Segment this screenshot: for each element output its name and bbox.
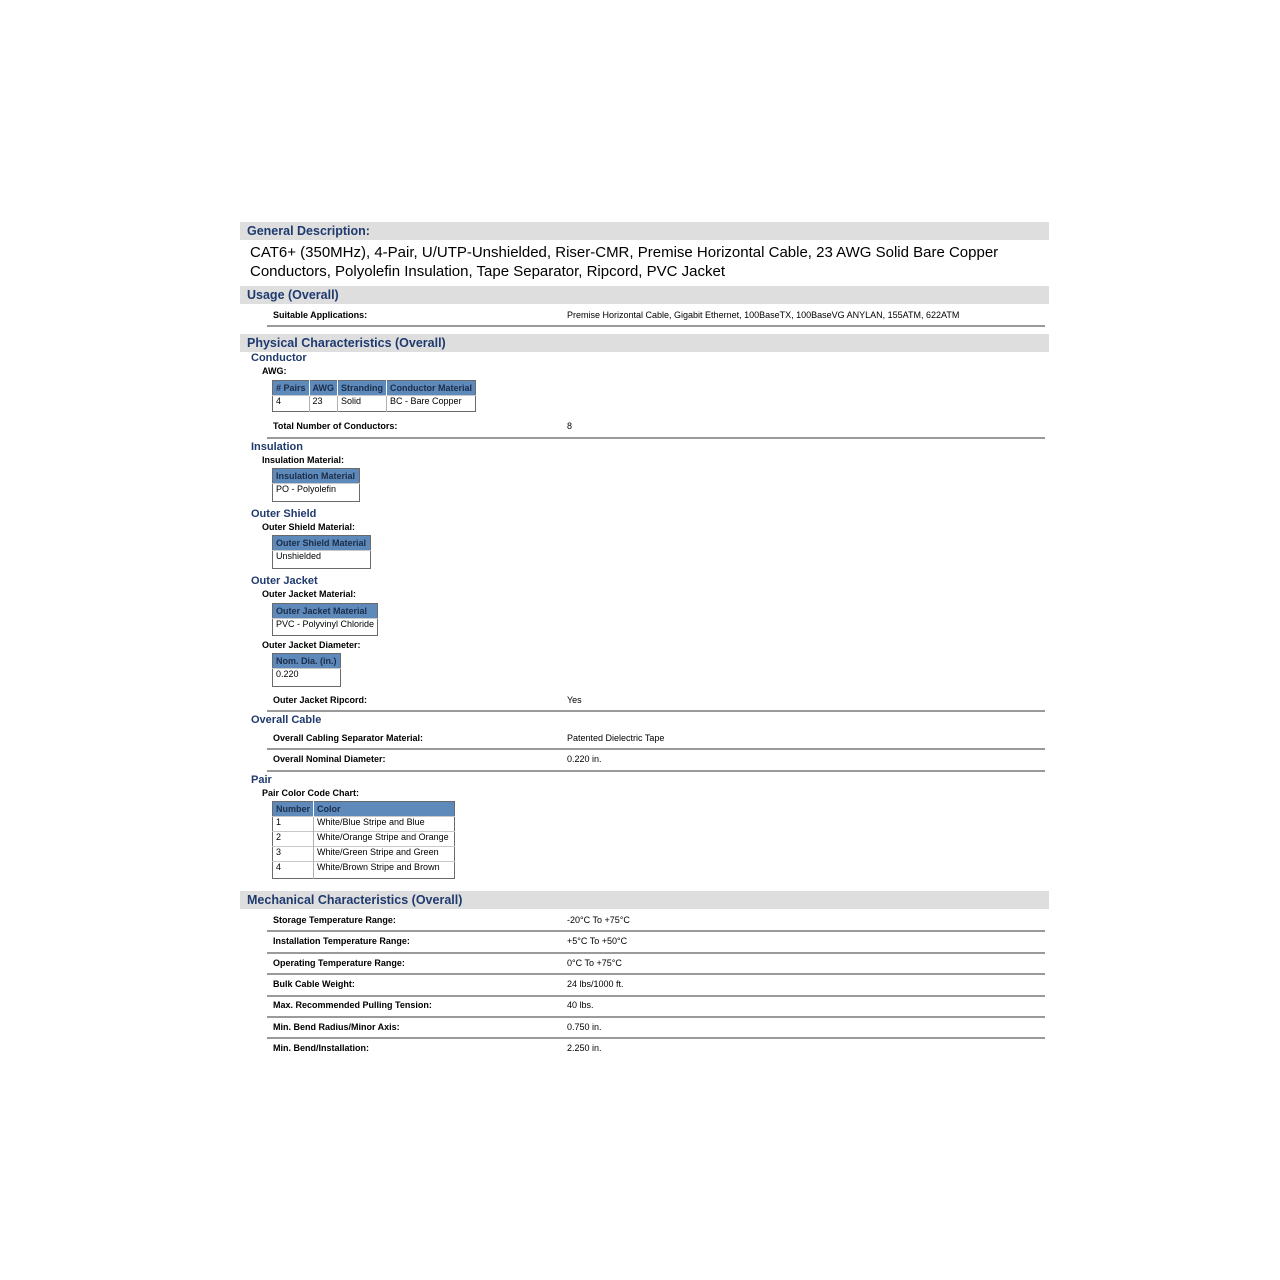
bulk-weight-value: 24 lbs/1000 ft.	[567, 979, 624, 989]
table-row	[273, 396, 476, 412]
overall-cable-title: Overall Cable	[251, 714, 322, 726]
conductor-table-header-pairs: # Pairs	[273, 381, 310, 396]
conductor-material-cell: BC - Bare Copper	[387, 396, 476, 412]
row-separator	[267, 995, 1045, 997]
table-row	[273, 862, 455, 879]
row-separator	[267, 1037, 1045, 1039]
row-separator	[267, 930, 1045, 932]
installation-temp-label: Installation Temperature Range:	[273, 936, 410, 946]
pair-title: Pair	[251, 774, 272, 786]
total-conductors-label: Total Number of Conductors:	[273, 421, 398, 431]
table-row	[273, 832, 455, 847]
bend-installation-value: 2.250 in.	[567, 1043, 602, 1053]
insulation-title: Insulation	[251, 441, 303, 453]
separator-material-label: Overall Cabling Separator Material:	[273, 733, 424, 743]
outer-jacket-diameter-cell: 0.220	[273, 669, 341, 687]
outer-jacket-ripcord-value: Yes	[567, 695, 582, 705]
conductor-table-header-stranding: Stranding	[338, 381, 387, 396]
separator-material-value: Patented Dielectric Tape	[567, 733, 665, 743]
table-row	[273, 619, 378, 636]
conductor-table-header-material: Conductor Material	[387, 381, 476, 396]
outer-jacket-material-table	[272, 603, 378, 636]
table-row	[273, 847, 455, 862]
operating-temp-value: 0°C To +75°C	[567, 958, 622, 968]
pair-table-header-number: Number	[273, 802, 314, 817]
pair-color-cell: White/Blue Stripe and Blue	[314, 817, 455, 832]
outer-shield-title: Outer Shield	[251, 508, 317, 520]
conductor-table	[272, 380, 476, 412]
pair-color-chart-label: Pair Color Code Chart:	[262, 788, 360, 798]
pair-number-cell: 4	[273, 862, 314, 879]
outer-jacket-diameter-table	[272, 653, 341, 687]
overall-diameter-value: 0.220 in.	[567, 754, 602, 764]
outer-shield-table-header: Outer Shield Material	[273, 536, 371, 551]
row-separator	[267, 325, 1045, 327]
conductor-awg-cell: 23	[309, 396, 338, 412]
overall-diameter-label: Overall Nominal Diameter:	[273, 754, 386, 764]
pair-number-cell: 3	[273, 847, 314, 862]
pair-color-cell: White/Green Stripe and Green	[314, 847, 455, 862]
conductor-pairs-cell: 4	[273, 396, 310, 412]
outer-shield-material-label: Outer Shield Material:	[262, 522, 356, 532]
row-separator	[267, 748, 1045, 750]
outer-shield-material-cell: Unshielded	[273, 551, 371, 569]
usage-header: Usage (Overall)	[240, 286, 1049, 304]
total-conductors-value: 8	[567, 421, 573, 431]
pulling-tension-value: 40 lbs.	[567, 1000, 594, 1010]
pair-color-cell: White/Brown Stripe and Brown	[314, 862, 455, 879]
conductor-title: Conductor	[251, 352, 307, 364]
outer-jacket-title: Outer Jacket	[251, 575, 318, 587]
suitable-applications-label: Suitable Applications:	[273, 310, 368, 320]
table-row	[273, 669, 341, 687]
outer-jacket-material-label: Outer Jacket Material:	[262, 589, 357, 599]
installation-temp-value: +5°C To +50°C	[567, 936, 628, 946]
bend-radius-label: Min. Bend Radius/Minor Axis:	[273, 1022, 400, 1032]
outer-jacket-diameter-label: Outer Jacket Diameter:	[262, 640, 361, 650]
table-row	[273, 551, 371, 569]
insulation-table	[272, 468, 360, 502]
row-separator	[267, 952, 1045, 954]
insulation-material-label: Insulation Material:	[262, 455, 345, 465]
row-separator	[267, 437, 1045, 439]
outer-jacket-material-cell: PVC - Polyvinyl Chloride	[273, 619, 378, 636]
bend-installation-label: Min. Bend/Installation:	[273, 1043, 369, 1053]
outer-jacket-material-header: Outer Jacket Material	[273, 604, 378, 619]
row-separator	[267, 710, 1045, 712]
conductor-stranding-cell: Solid	[338, 396, 387, 412]
general-description-text: CAT6+ (350MHz), 4-Pair, U/UTP-Unshielded, Riser-CMR, Premise Horizontal Cable, 23 AWG Solid Bare Copper Conductors, Polyolefin Insulation, Tape Separator, Ripcord, PVC Jacket	[250, 244, 999, 280]
row-separator	[267, 1016, 1045, 1018]
insulation-table-header: Insulation Material	[273, 469, 360, 484]
row-separator	[267, 973, 1045, 975]
row-separator	[267, 770, 1045, 772]
awg-label: AWG:	[262, 366, 287, 376]
outer-jacket-ripcord-label: Outer Jacket Ripcord:	[273, 695, 368, 705]
table-row	[273, 484, 360, 502]
storage-temp-value: -20°C To +75°C	[567, 915, 630, 925]
pair-table-header-color: Color	[314, 802, 455, 817]
bulk-weight-label: Bulk Cable Weight:	[273, 979, 355, 989]
storage-temp-label: Storage Temperature Range:	[273, 915, 396, 925]
insulation-material-cell: PO - Polyolefin	[273, 484, 360, 502]
pair-number-cell: 1	[273, 817, 314, 832]
operating-temp-label: Operating Temperature Range:	[273, 958, 405, 968]
physical-characteristics-header: Physical Characteristics (Overall)	[240, 334, 1049, 352]
pair-color-table	[272, 801, 455, 879]
outer-jacket-diameter-header: Nom. Dia. (in.)	[273, 654, 341, 669]
general-description-header: General Description:	[240, 222, 1049, 240]
pair-color-cell: White/Orange Stripe and Orange	[314, 832, 455, 847]
mechanical-characteristics-header: Mechanical Characteristics (Overall)	[240, 891, 1049, 909]
bend-radius-value: 0.750 in.	[567, 1022, 602, 1032]
pulling-tension-label: Max. Recommended Pulling Tension:	[273, 1000, 432, 1010]
table-row	[273, 817, 455, 832]
outer-shield-table	[272, 535, 371, 569]
suitable-applications-value: Premise Horizontal Cable, Gigabit Ethernet, 100BaseTX, 100BaseVG ANYLAN, 155ATM, 622ATM	[567, 310, 960, 320]
pair-number-cell: 2	[273, 832, 314, 847]
conductor-table-header-awg: AWG	[309, 381, 338, 396]
